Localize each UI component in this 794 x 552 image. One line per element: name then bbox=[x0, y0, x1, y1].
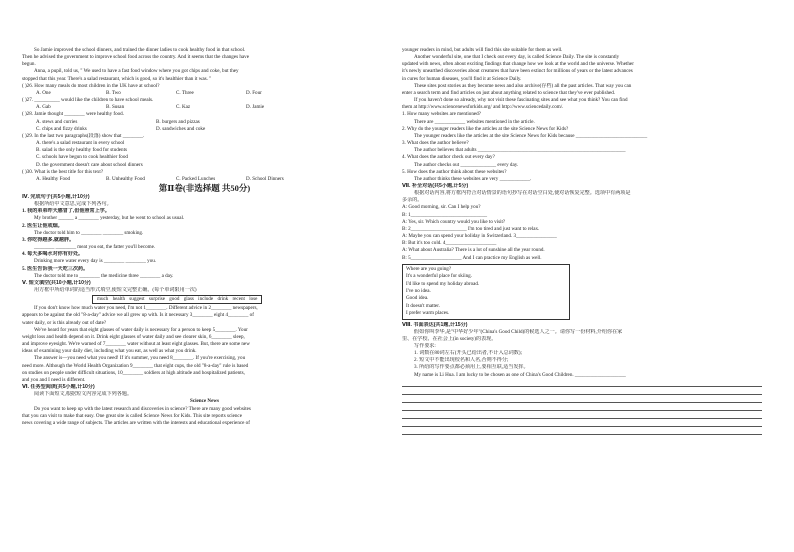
text-line: A: Maybe you can spend your holiday in Switzerland. 3________________ bbox=[402, 233, 557, 240]
option: A. One bbox=[36, 89, 51, 96]
text-line: Another wonderful site, one that I check out every day, is called Science Daily. The site is constantly bbox=[414, 54, 620, 61]
option: D. School Dinners bbox=[246, 175, 284, 182]
text-line: Do you want to keep up with the latest research and discoveries in science? There are many good websites bbox=[34, 405, 251, 412]
writing-line bbox=[402, 396, 762, 403]
text-line: A: What about Australia? There is a lot of sunshine all the year round. bbox=[402, 247, 545, 254]
text-line: 4. 每天多喝水对你有好处。 bbox=[22, 251, 84, 258]
text-line: My name is Li Hua. I am lucky to be chosen as one of China's Good Children. ____________________ bbox=[414, 371, 626, 378]
text-line: The author checks out ______________ every day. bbox=[414, 161, 519, 168]
option-row bbox=[22, 176, 387, 183]
text-line: ( )30. What is the best title for this text? bbox=[22, 168, 104, 175]
text-line: If you haven't done so already, why not visit these fascinating sites and see what you think? You can find bbox=[414, 97, 628, 104]
text-line: My brother ______ a ________ yesterday, but he went to school as usual. bbox=[34, 215, 185, 222]
text-line: A. there's a salad restaurant in every school bbox=[36, 140, 125, 147]
option: C. Kaz bbox=[176, 104, 191, 111]
writing-line bbox=[402, 380, 762, 387]
option: A. Gab bbox=[36, 104, 51, 111]
text-line: it's newly unearthed discoveries about creatures that have been extinct for millions of years or the latest advances bbox=[402, 68, 633, 75]
option: C. Packed Lunches bbox=[176, 175, 216, 182]
text-line: enter a search term and find articles on just about anything related to science that they've ever published. bbox=[402, 89, 616, 96]
text-line: 根据对话内容,将方框内符合对话情景的语句抄写在对话空白处,使对话恢复完整。选项中有两项是 bbox=[414, 190, 631, 197]
text-line: and improve eyesight. We're warned of 7________ water without at least eight glasses. But, there are some new bbox=[22, 341, 250, 348]
text-line: The answer is—you need what you need! If it's summer, you need 8________. If you're exercising, you bbox=[34, 355, 246, 362]
text-line: Anna, a pupil, told us, " We used to have a fast food window where you got chips and coke, but they bbox=[34, 68, 239, 75]
text-line: B: 2______________________ I'm too tired and just want to relax. bbox=[402, 225, 540, 232]
text-line: Drinking more water every day is ________ ________ you. bbox=[34, 258, 157, 265]
text-line: and you and I need is different. bbox=[22, 376, 86, 383]
text-line: 3. What does the author believe? bbox=[402, 140, 469, 147]
writing-line bbox=[402, 412, 762, 419]
text-line: stopped that this year. There's a salad restaurant, which is good, so it's healthier than it was. " bbox=[22, 75, 212, 82]
writing-line bbox=[402, 404, 762, 411]
text-line: ideas of examining your daily diet, including what you eat, as well as what you drink. bbox=[22, 348, 197, 355]
text-line: updated with news, often about exciting findings that change how we look at the world and the universe. Whether bbox=[402, 61, 634, 68]
dialog-option: It's a wonderful place for skiing. bbox=[406, 273, 472, 280]
text-line: These sites post stories as they become news and also archive(存档) all the past articles. That way you can bbox=[414, 82, 632, 89]
text-line: Ⅳ. 完成句子(共5小题,计10分) bbox=[22, 193, 90, 200]
text-line: 2. 医生让他戒烟。 bbox=[22, 222, 63, 229]
text-line: 3. 你吃得越多,就越胖。 bbox=[22, 236, 75, 243]
text-line: news covering a wide range of subjects. The articles are written with the interests and educational experience of bbox=[22, 419, 250, 426]
dialog-option: I'd like to spend my holiday abroad. bbox=[406, 280, 480, 287]
text-line: weight loss and health depend on it. Drink eight glasses of water daily and see clearer skin, 6________ sleep, bbox=[22, 333, 245, 340]
option: B. Susan bbox=[106, 104, 125, 111]
dialog-option: I prefer warm places. bbox=[406, 310, 450, 317]
text-line: A: Yes, sir. Which country would you like to visit? bbox=[402, 218, 506, 225]
text-line: younger readers in mind, but adults will find this site suitable for them as well. bbox=[402, 47, 563, 53]
option: B. burgers and pizzas bbox=[156, 118, 200, 125]
text-line: 2. Why do the younger readers like the articles at the site Science News for Kids? bbox=[402, 125, 569, 132]
text-line: Ⅵ. 任务型阅读(共5小题,计10分) bbox=[22, 384, 95, 391]
text-line: 多余的。 bbox=[402, 197, 423, 204]
dialog-option: Good idea. bbox=[406, 295, 429, 302]
text-line: them at http://www.sciencenewsforkids.org/ and http://www.sciencedaily.com/. bbox=[402, 104, 564, 111]
text-line: The author thinks these websites are very ____________. bbox=[414, 175, 532, 182]
text-line: water daily, or is this already out of date? bbox=[22, 319, 107, 326]
dialog-option: Where are you going? bbox=[406, 265, 452, 272]
text-line: So Jamie improved the school dinners, and trained the dinner ladies to cook healthy food in that school. bbox=[34, 47, 246, 53]
text-line: D. the government doesn't care about school dinners bbox=[36, 161, 143, 168]
text-line: ________ ________ meat you eat, the fatter you'll become. bbox=[34, 244, 156, 251]
text-line: We've heard for years that eight glasses of water daily is necessary for a person to keep 5________. Your bbox=[34, 326, 248, 333]
text-line: on studies on people under difficult situations, 10________ soldiers at high altitude and hospitalized patients, bbox=[22, 369, 245, 376]
text-line: 用方框中所给单词的适当形式填空,使短文完整正确。(每个单词限用一次) bbox=[34, 287, 197, 293]
text-line: that you can visit to make that easy. One great site is called Science News for Kids. This site reports science bbox=[22, 412, 242, 419]
text-line: 1. How many websites are mentioned? bbox=[402, 111, 481, 118]
text-line: The doctor told me to ________ the medicine three ________ a day. bbox=[34, 272, 174, 279]
text-line: Science News bbox=[190, 398, 219, 405]
text-line: 4. What does the author check out every day? bbox=[402, 154, 495, 161]
option-row bbox=[22, 90, 387, 97]
text-line: There are ____________ websites mentioned in the article. bbox=[414, 118, 535, 125]
option: A. Healthy Food bbox=[36, 175, 71, 182]
text-line: Ⅶ. 补全对话(共5小题,计5分) bbox=[402, 182, 469, 189]
text-line: The younger readers like the articles at the site Science News for Kids because ____________________________ bbox=[414, 132, 648, 139]
right-column bbox=[402, 47, 772, 435]
text-line: Then he advised the government to improve school food across the country. And it seems that the changes have bbox=[22, 54, 249, 61]
text-line: ( )29. In the last two paragraphs(段落) show that ________. bbox=[22, 132, 145, 139]
option-row bbox=[22, 126, 387, 133]
option: D. Four bbox=[246, 89, 262, 96]
option-row bbox=[22, 119, 387, 126]
option: C. chips and fizzy drinks bbox=[36, 125, 87, 132]
text-line: ( )26. How many meals do most children in the UK have at school? bbox=[22, 82, 160, 89]
text-line: appears to be against the old "8-a-day" advice we all grew up with. Is it necessary 3________ eight 4________ of bbox=[22, 312, 254, 319]
text-line: in cures for human diseases, you'll find it at Science Daily. bbox=[402, 75, 522, 82]
text-line: need more. Although the World Health Organization 9________ that eight cups, the old "8-a-day" rule is based bbox=[22, 362, 249, 369]
option: D. sandwiches and coke bbox=[156, 125, 206, 132]
text-line: B. salad is the only healthy food for students bbox=[36, 147, 127, 154]
text-line: 根据所给中文意思,完成下列各句。 bbox=[34, 201, 112, 208]
text-line: begun. bbox=[22, 61, 36, 68]
option: D. Jamie bbox=[246, 104, 265, 111]
option: A. stews and curries bbox=[36, 118, 78, 125]
writing-line bbox=[402, 420, 762, 427]
text-line: 5. 医生告诉我一天吃三次药。 bbox=[22, 265, 89, 272]
text-line: B: 5____________________ And I can practice my English as well. bbox=[402, 254, 542, 261]
text-line: The author believes that adults __________________________________________________________ bbox=[414, 147, 626, 154]
text-line: 5. How does the author think about these websites? bbox=[402, 168, 507, 175]
text-line: A: Good morning, sir. Can I help you? bbox=[402, 204, 481, 211]
text-line: 假如你叫李华,是"中华好少年"(China's Good Child)的候选人之一。请你写一份材料,介绍你在家 bbox=[414, 328, 623, 335]
text-line: 1. 词数在80词左右(开头已给出者,不计入总词数); bbox=[414, 350, 522, 357]
option: B. Two bbox=[106, 89, 121, 96]
text-line: 写作要求: bbox=[414, 343, 436, 349]
option: B. Unhealthy Food bbox=[106, 175, 145, 182]
text-line: C. schools have begun to cook healthier food bbox=[36, 154, 128, 161]
text-line: Ⅴ. 短文填空(共10小题,计10分) bbox=[22, 279, 91, 286]
dialog-option: It doesn't matter. bbox=[406, 302, 440, 309]
text-line: Ⅷ. 书面表达(共1题,计15分) bbox=[402, 321, 468, 328]
writing-line bbox=[402, 388, 762, 395]
left-column bbox=[22, 47, 387, 427]
option-row bbox=[22, 104, 387, 111]
text-line: 阅读下面短文,根据短文内容完成下列各题。 bbox=[34, 391, 133, 398]
option: C. Three bbox=[176, 89, 194, 96]
text-line: 里、在学校、在社会上(in society)的表现。 bbox=[402, 335, 497, 342]
text-line: ( )28. Jamie thought ________ were healthy food. bbox=[22, 111, 124, 118]
writing-line bbox=[402, 428, 762, 435]
text-line: 3. 所给的写作要点都必须用上,要相互联,适当发挥。 bbox=[414, 364, 529, 371]
dialog-options-box bbox=[402, 264, 570, 320]
text-line: If you don't know how much water you need, I'm not 1________. Different advice in 2________ newspapers, bbox=[34, 305, 258, 312]
text-line: 第Ⅱ卷(非选择题 共50分) bbox=[158, 182, 251, 193]
text-line: B: 1______________________________ bbox=[402, 211, 488, 218]
text-line: B: But it's too cold. 4____________________ bbox=[402, 240, 497, 247]
word-box-row bbox=[22, 294, 387, 305]
dialog-option: I've no idea. bbox=[406, 287, 431, 294]
text-line: The doctor told him to ________ ________ smoking. bbox=[34, 229, 144, 236]
text-line: 1. 我的弟弟昨天感冒了,但他照常上学。 bbox=[22, 208, 110, 215]
text-line: ( )27. __________ would like the children to have school meals. bbox=[22, 97, 154, 104]
word-box: much health suggest surprise good glass include drink recent lose bbox=[92, 295, 262, 304]
text-line: 2. 短文中不能出现校名和人名,否则不得分; bbox=[414, 357, 509, 364]
